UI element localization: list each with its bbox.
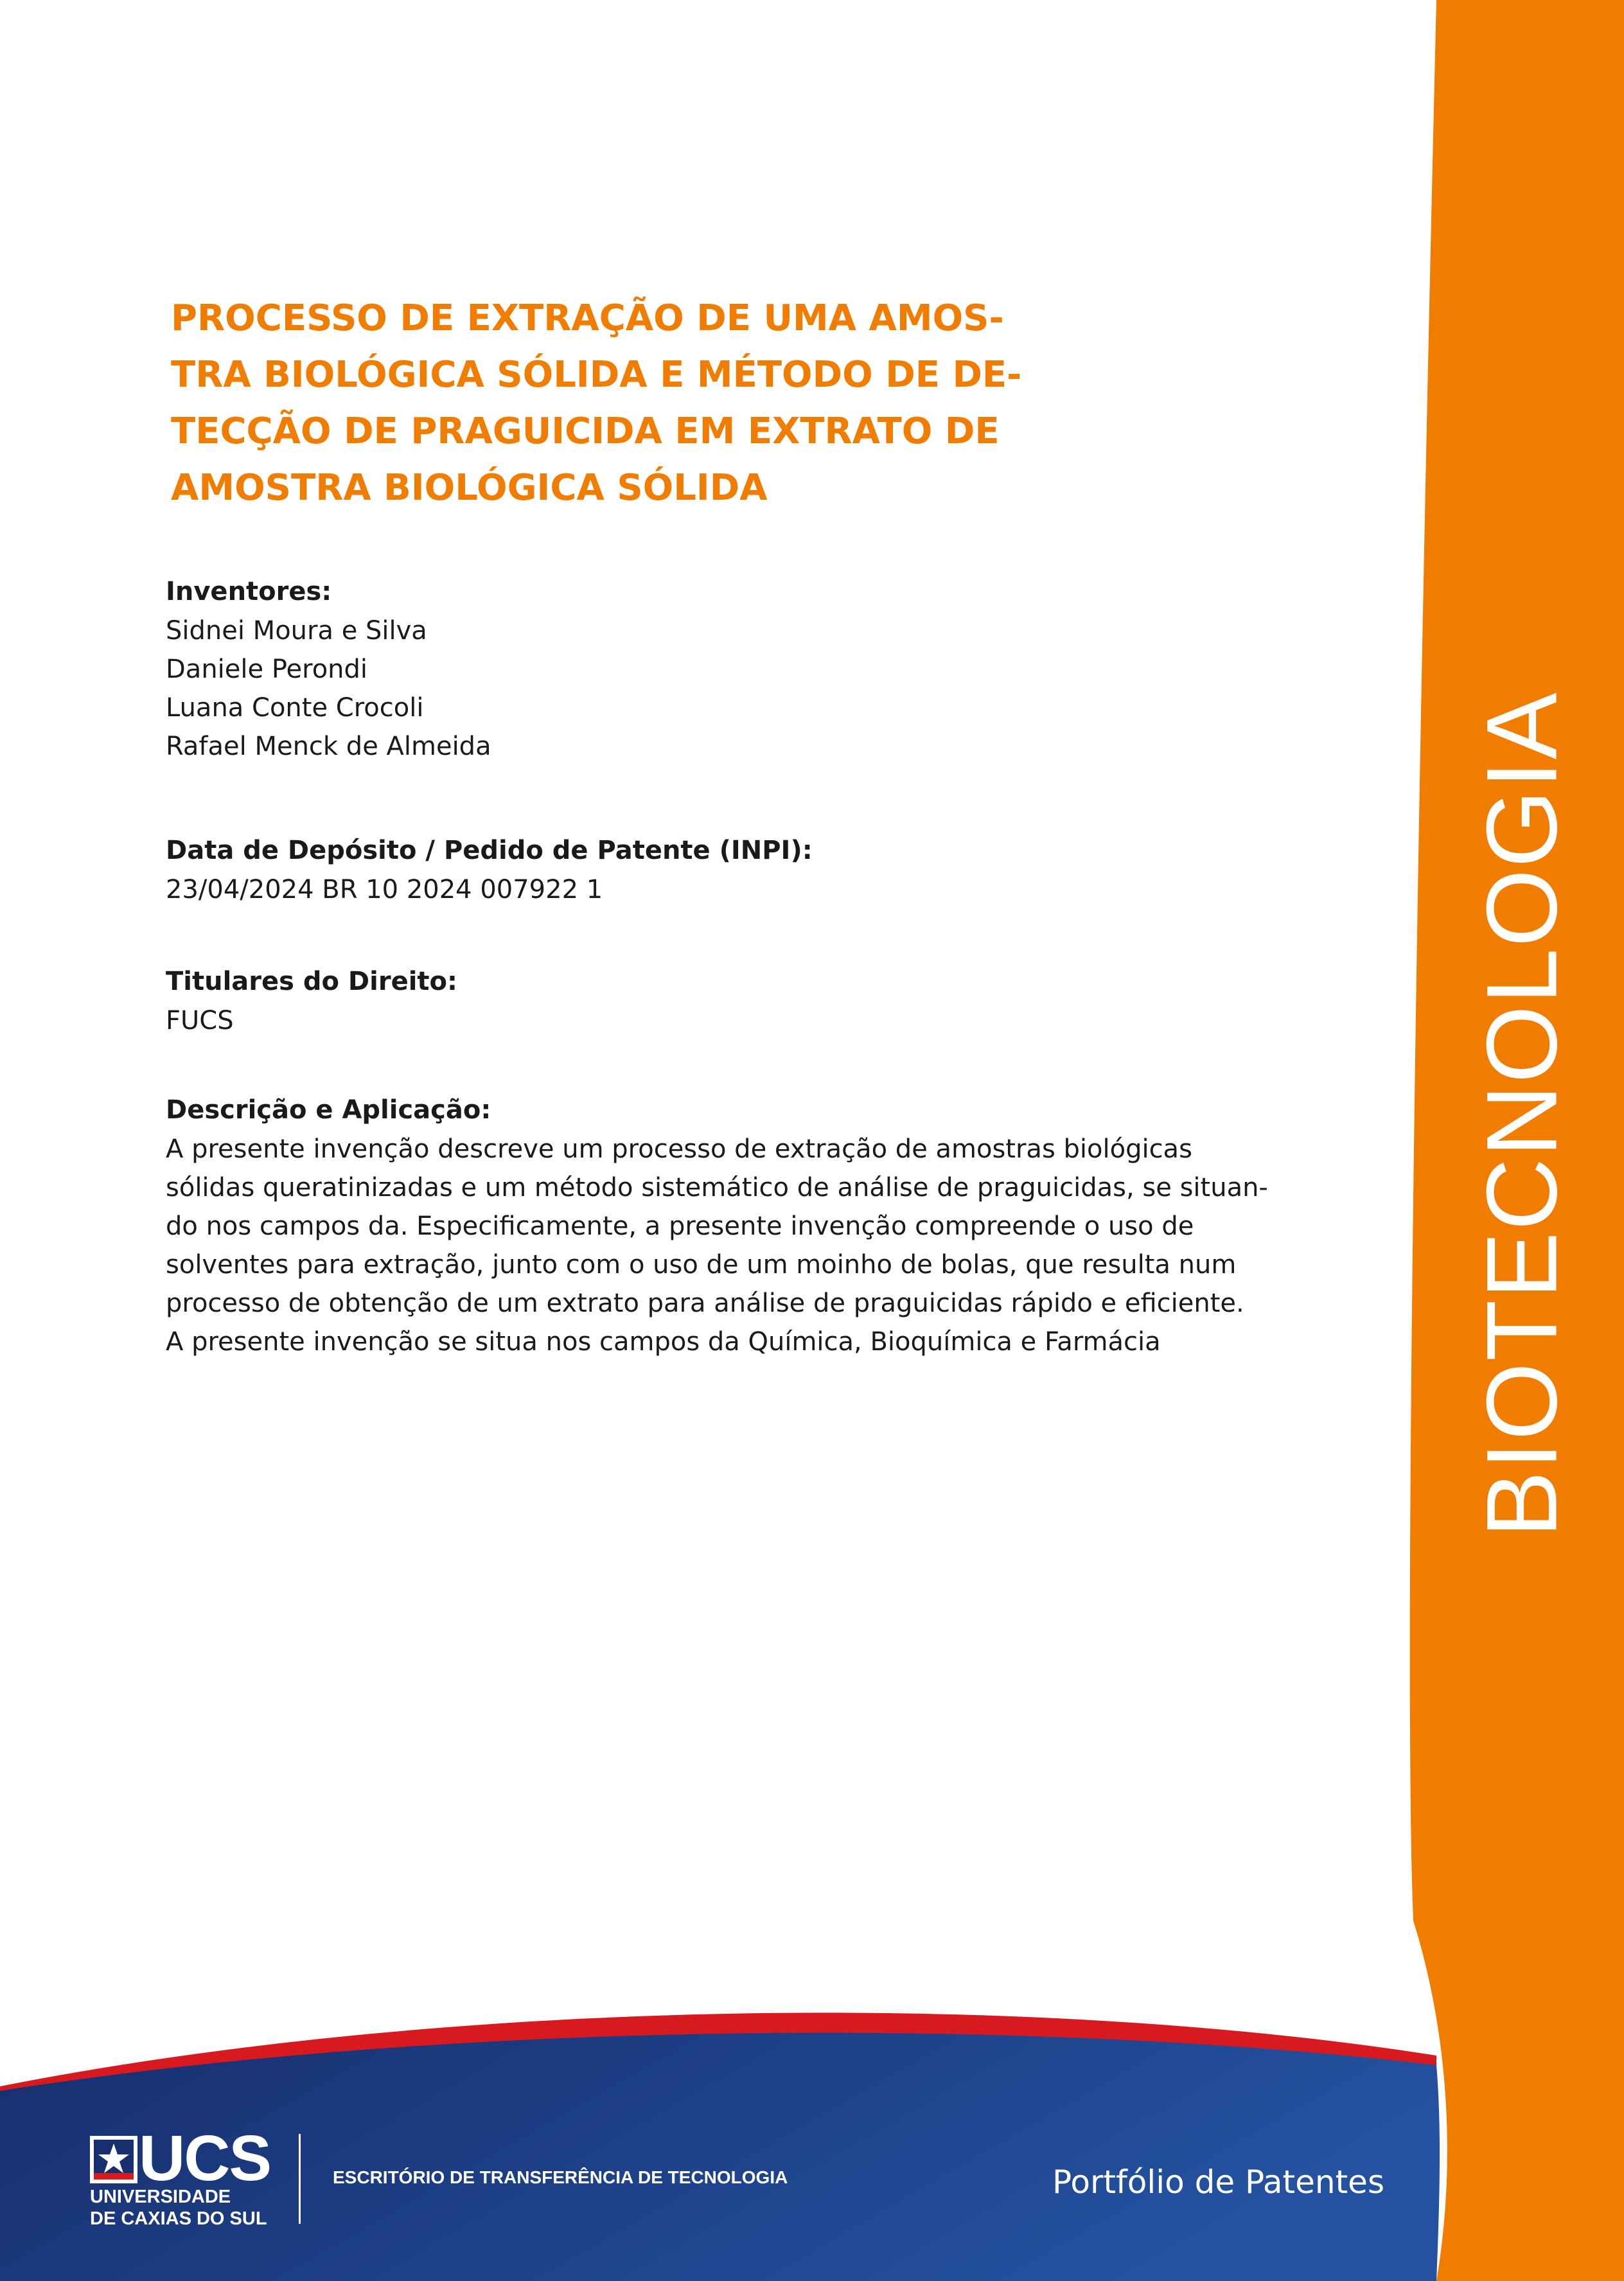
office-name: ESCRITÓRIO DE TRANSFERÊNCIA DE TECNOLOGIA xyxy=(333,2167,788,2187)
ucs-logo-line2: DE CAXIAS DO SUL xyxy=(90,2208,267,2229)
description-text xyxy=(166,1130,1296,1361)
inventors-label: Inventores: xyxy=(166,577,332,606)
inventor-name: Daniele Perondi xyxy=(166,655,368,684)
ucs-logo-line1: UNIVERSIDADE xyxy=(90,2187,231,2207)
description-line: processo de obtenção de um extrato para análise de praguicidas rápido e eficiente. xyxy=(166,1289,1244,1318)
inventor-name: Luana Conte Crocoli xyxy=(166,693,424,723)
category-label: BIOTECNOLOGIA xyxy=(1466,691,1578,1538)
title-line: PROCESSO DE EXTRAÇÃO DE UMA AMOS- xyxy=(171,297,1004,339)
description-line: A presente invenção descreve um processo de extração de amostras biológicas xyxy=(166,1134,1192,1164)
patent-title xyxy=(171,290,1022,516)
description-line: solventes para extração, junto com o uso de um moinho de bolas, que resulta num xyxy=(166,1250,1237,1280)
description-line: do nos campos da. Especificamente, a presente invenção compreende o uso de xyxy=(166,1211,1194,1241)
description-label: Descrição e Aplicação: xyxy=(166,1095,491,1125)
holders-label: Titulares do Direito: xyxy=(166,967,458,996)
holders-value: FUCS xyxy=(166,1006,234,1035)
description-line: A presente invenção se situa nos campos da Química, Bioquímica e Farmácia xyxy=(166,1327,1161,1357)
title-line: TRA BIOLÓGICA SÓLIDA E MÉTODO DE DE- xyxy=(171,354,1022,396)
inventors-section xyxy=(166,572,1296,766)
deposit-label: Data de Depósito / Pedido de Patente (INPI): xyxy=(166,836,813,865)
inventor-name: Sidnei Moura e Silva xyxy=(166,616,427,646)
portfolio-label: Portfólio de Patentes xyxy=(1052,2163,1384,2201)
deposit-section xyxy=(166,831,1296,909)
deposit-value: 23/04/2024 BR 10 2024 007922 1 xyxy=(166,875,603,904)
footer-divider xyxy=(299,2134,301,2224)
ucs-logo-text: UCS xyxy=(139,2122,271,2194)
title-line: TECÇÃO DE PRAGUICIDA EM EXTRATO DE xyxy=(171,410,1000,452)
holders-section xyxy=(166,962,1296,1040)
description-line: sólidas queratinizadas e um método sistemático de análise de praguicidas, se situan- xyxy=(166,1173,1268,1202)
ucs-star-icon xyxy=(90,2136,137,2183)
description-section xyxy=(166,1090,1296,1361)
title-line: AMOSTRA BIOLÓGICA SÓLIDA xyxy=(171,467,768,509)
inventor-name: Rafael Menck de Almeida xyxy=(166,732,491,761)
